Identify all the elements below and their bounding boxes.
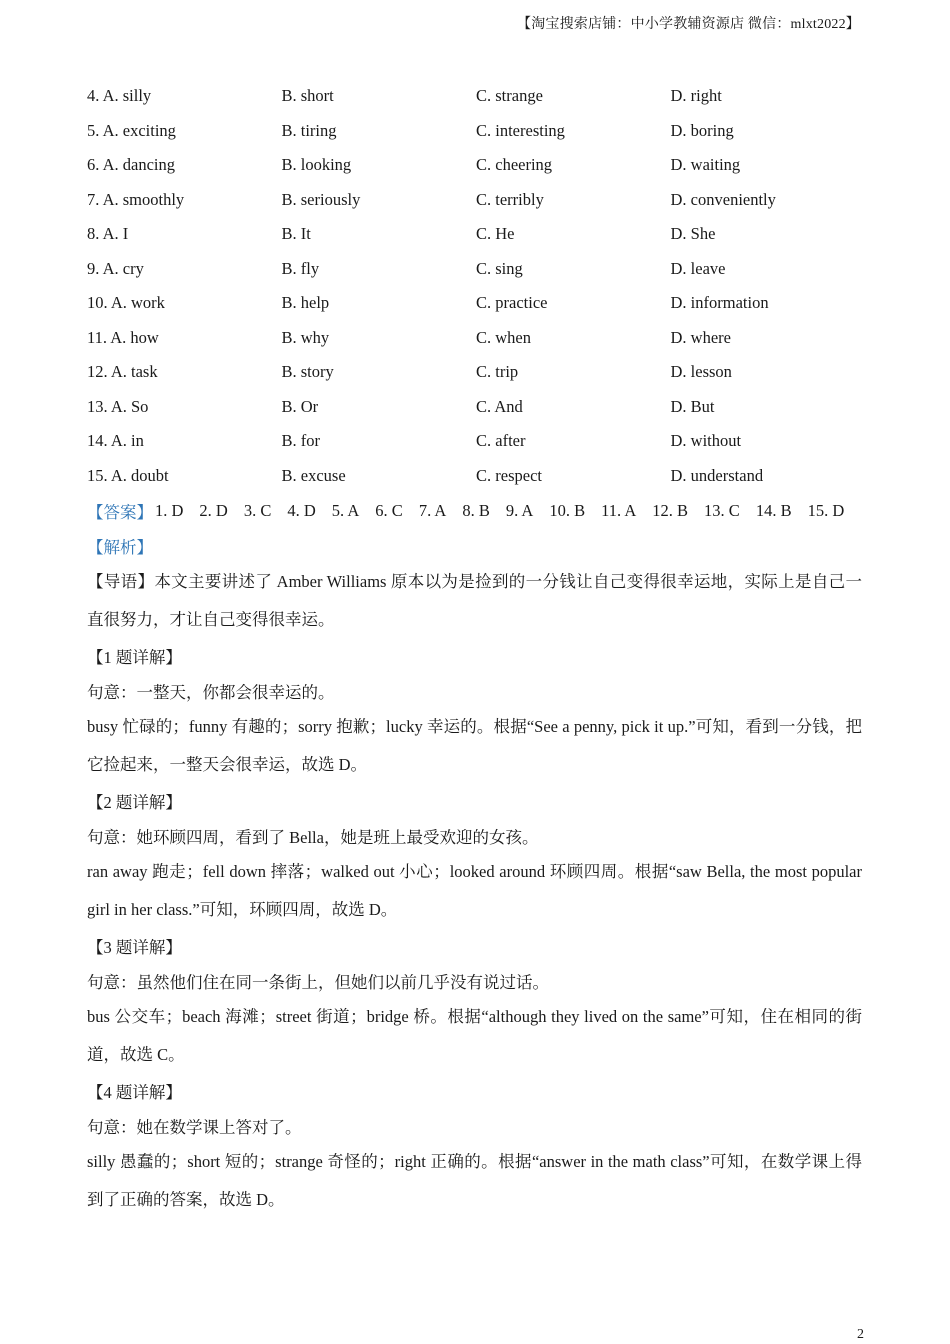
- detail-explanation: busy 忙碌的；funny 有趣的；sorry 抱歉；lucky 幸运的。根据“See a penny, pick it up.”可知，看到一分钱，把它捡起来，一整天会很幸运，故选 D。: [87, 717, 862, 774]
- option-row: [87, 148, 862, 183]
- option-cell: 10. A. work: [87, 293, 165, 313]
- answer-item: 15. D: [807, 500, 845, 520]
- answer-row: [87, 493, 862, 528]
- detail-meaning: 句意：她环顾四周，看到了 Bella，她是班上最受欢迎的女孩。: [87, 827, 539, 847]
- option-cell: 4. A. silly: [87, 86, 152, 106]
- detail-meaning: 句意：一整天，你都会很幸运的。: [87, 682, 335, 702]
- option-cell: 13. A. So: [87, 396, 149, 416]
- option-cell: B. story: [281, 362, 334, 382]
- option-row: [87, 252, 862, 287]
- answer-label: 【答案】: [87, 502, 153, 522]
- detail-explanation: silly 愚蠢的；short 短的；strange 奇怪的；right 正确的。根据“answer in the math class”可知，在数学课上得到了正确的答案，故选 D。: [87, 1152, 862, 1209]
- option-row: [87, 286, 862, 321]
- option-cell: D. without: [670, 431, 742, 451]
- details-section: [87, 638, 862, 1218]
- option-row: [87, 459, 862, 494]
- option-cell: C. after: [476, 431, 526, 451]
- detail-explanation: bus 公交车；beach 海滩；street 街道；bridge 桥。根据“although they lived on the same”可知，住在相同的街道，故选 C。: [87, 1007, 862, 1064]
- option-cell: D. boring: [670, 120, 734, 140]
- answer-item: 9. A: [505, 500, 534, 520]
- option-cell: B. short: [281, 86, 334, 106]
- option-cell: D. conveniently: [670, 189, 776, 209]
- option-row: [87, 321, 862, 356]
- option-cell: D. information: [670, 293, 769, 313]
- detail-explanation: ran away 跑走；fell down 摔落；walked out 小心；looked around 环顾四周。根据“saw Bella, the most popular girl in her class.”可知，环顾四周，故选 D。: [87, 862, 862, 919]
- option-cell: C. trip: [476, 362, 519, 382]
- answer-item: 14. B: [755, 500, 792, 520]
- option-cell: C. when: [476, 327, 531, 347]
- option-cell: B. help: [281, 293, 330, 313]
- option-cell: D. lesson: [670, 362, 732, 382]
- option-cell: C. cheering: [476, 155, 553, 175]
- page-header: 【淘宝搜索店铺：中小学教辅资源店 微信：mlxt2022】: [517, 17, 860, 32]
- option-cell: 14. A. in: [87, 431, 144, 451]
- answer-item: 13. C: [704, 500, 740, 520]
- option-cell: C. And: [476, 396, 523, 416]
- option-cell: D. where: [670, 327, 731, 347]
- option-row: [87, 390, 862, 425]
- option-row: [87, 424, 862, 459]
- option-cell: B. for: [281, 431, 320, 451]
- answer-item: 2. D: [199, 500, 228, 520]
- option-cell: 6. A. dancing: [87, 155, 175, 175]
- option-cell: C. strange: [476, 86, 543, 106]
- option-cell: C. practice: [476, 293, 548, 313]
- option-cell: 7. A. smoothly: [87, 189, 185, 209]
- option-row: [87, 114, 862, 149]
- answer-item: 7. A: [418, 500, 447, 520]
- page-number: 2: [857, 1327, 864, 1342]
- detail-title: 【2 题详解】: [87, 792, 182, 812]
- answers-list: [153, 501, 860, 521]
- option-cell: D. But: [670, 396, 715, 416]
- option-row: [87, 79, 862, 114]
- detail-title: 【3 题详解】: [87, 937, 182, 957]
- option-row: [87, 355, 862, 390]
- detail-title: 【4 题详解】: [87, 1082, 182, 1102]
- answer-item: 3. C: [243, 500, 272, 520]
- option-cell: 12. A. task: [87, 362, 158, 382]
- option-cell: C. interesting: [476, 120, 565, 140]
- option-cell: B. looking: [281, 155, 352, 175]
- answer-item: 10. B: [549, 500, 586, 520]
- option-cell: 11. A. how: [87, 327, 159, 347]
- option-cell: B. fly: [281, 258, 320, 278]
- option-cell: D. She: [670, 224, 716, 244]
- option-cell: B. excuse: [281, 465, 346, 485]
- intro-paragraph: 【导语】本文主要讲述了 Amber Williams 原本以为是捡到的一分钱让自己变得很幸运地，实际上是自己一直很努力，才让自己变得很幸运。: [87, 572, 862, 629]
- detail-meaning: 句意：虽然他们住在同一条街上，但她们以前几乎没有说过话。: [87, 972, 549, 992]
- detail-title: 【1 题详解】: [87, 647, 182, 667]
- detail-meaning: 句意：她在数学课上答对了。: [87, 1117, 302, 1137]
- option-row: [87, 217, 862, 252]
- answer-item: 8. B: [462, 500, 490, 520]
- option-row: [87, 183, 862, 218]
- document-body: [87, 79, 862, 1218]
- option-cell: C. respect: [476, 465, 542, 485]
- option-cell: C. He: [476, 224, 515, 244]
- option-cell: D. understand: [670, 465, 764, 485]
- options-list: [87, 79, 862, 493]
- option-cell: 15. A. doubt: [87, 465, 169, 485]
- option-cell: C. terribly: [476, 189, 544, 209]
- option-cell: C. sing: [476, 258, 523, 278]
- option-cell: 9. A. cry: [87, 258, 144, 278]
- option-cell: D. leave: [670, 258, 726, 278]
- option-cell: 5. A. exciting: [87, 120, 176, 140]
- option-cell: B. tiring: [281, 120, 337, 140]
- option-cell: B. why: [281, 327, 330, 347]
- option-cell: B. It: [281, 224, 311, 244]
- analysis-label: 【解析】: [87, 537, 153, 557]
- answer-item: 11. A: [601, 500, 637, 520]
- answer-item: 12. B: [652, 500, 689, 520]
- option-cell: B. Or: [281, 396, 319, 416]
- answer-item: 4. D: [287, 500, 316, 520]
- option-cell: D. right: [670, 86, 722, 106]
- answer-item: 6. C: [375, 500, 403, 520]
- option-cell: B. seriously: [281, 189, 361, 209]
- option-cell: D. waiting: [670, 155, 741, 175]
- answer-item: 5. A: [331, 500, 360, 520]
- option-cell: 8. A. I: [87, 224, 129, 244]
- answer-item: 1. D: [155, 500, 184, 520]
